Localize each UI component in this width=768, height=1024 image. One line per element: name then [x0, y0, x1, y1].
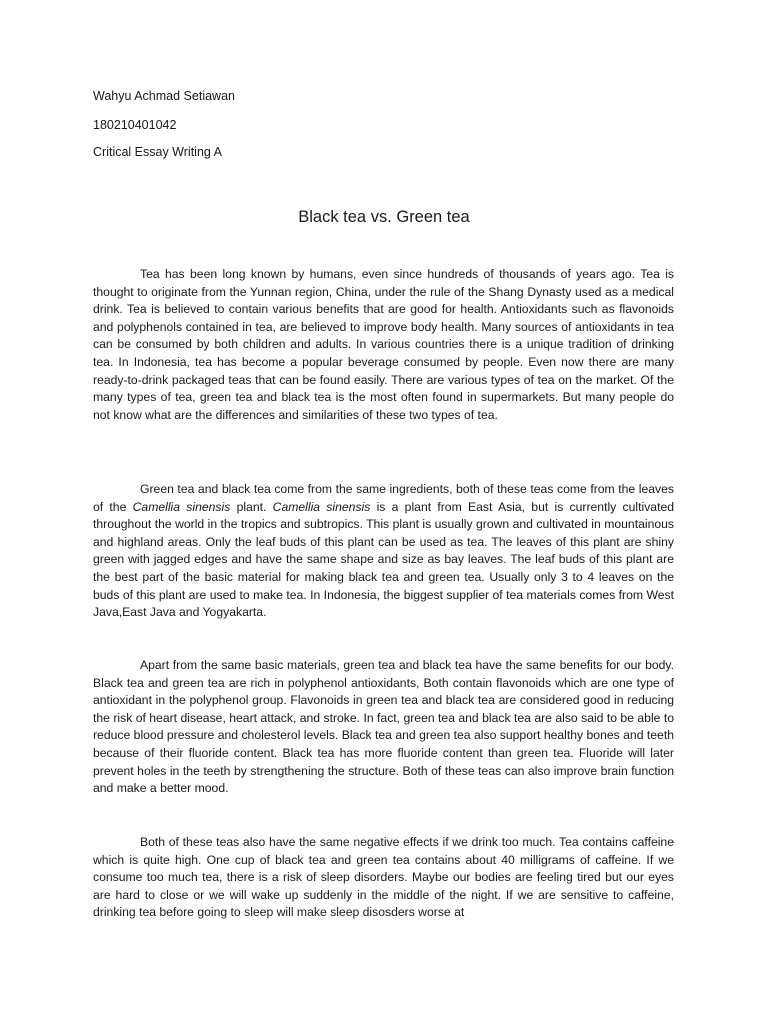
essay-title: Black tea vs. Green tea [298, 208, 470, 226]
paragraph-1-text: Tea has been long known by humans, even since hundreds of thousands of years ago. Tea is thought to originate from the Yunnan region, China, under the rule of the Shang Dynasty used as a medical drink. Tea is believed to contain various benefits that are good for health. Antioxidants such as flavonoids and polyphenols contained in tea, are believed to improve body health. Many sources of antioxidants in tea can be consumed by both children and adults. In various countries there is a unique tradition of drinking tea. In Indonesia, tea has become a popular beverage consumed by people. Even now there are many ready-to-drink packaged teas that can be found easily. There are various types of tea on the market. Of the many types of tea, green tea and black tea is the most often found in supermarkets. But many people do not know what are the differences and similarities of these two types of tea. [93, 267, 674, 422]
paragraph-2-text-b: plant. [230, 499, 273, 514]
paragraph-1 [93, 266, 674, 424]
paragraph-2-text-a: Green tea and black tea come from the same ingredients, both of these teas come from the leaves of the [93, 482, 674, 514]
paragraph-4 [93, 834, 674, 922]
species-name: Camellia sinensis [272, 499, 371, 514]
author-name: Wahyu Achmad Setiawan [93, 89, 235, 103]
course-name: Critical Essay Writing A [93, 145, 222, 159]
paragraph-2-text-c: is a plant from East Asia, but is currently cultivated throughout the world in the tropics and subtropics. This plant is usually grown and cultivated in mountainous and highland areas. Only the leaf buds of this plant can be used as tea. The leaves of this plant are shiny green with jagged edges and have the same shape and size as bay leaves. The leaf buds of this plant are the best part of the basic material for making black tea and green tea. Usually only 3 to 4 leaves on the buds of this plant are used to make tea. In Indonesia, the biggest supplier of tea materials comes from West Java,East Java and Yogyakarta. [93, 499, 675, 620]
paragraph-3-text: Apart from the same basic materials, green tea and black tea have the same benefits for our body. Black tea and green tea are rich in polyphenol antioxidants, Both contain flavonoids which are one type of antioxidant in the polyphenol group. Flavonoids in green tea and black tea are considered good in reducing the risk of heart disease, heart attack, and stroke. In fact, green tea and black tea are also said to be able to reduce blood pressure and cholesterol levels. Black tea and green tea also support healthy bones and teeth because of their fluoride content. Black tea has more fluoride content than green tea. Fluoride will later prevent holes in the teeth by strengthening the structure. Both of these teas can also improve brain function and make a better mood. [93, 658, 674, 796]
student-id: 180210401042 [93, 118, 177, 132]
paragraph-3 [93, 657, 674, 798]
paragraph-2 [93, 481, 674, 622]
paragraph-4-text: Both of these teas also have the same negative effects if we drink too much. Tea contains caffeine which is quite high. One cup of black tea and green tea contains about 40 milligrams of caffeine. If we consume too much tea, there is a risk of sleep disorders. Maybe our bodies are feeling tired but our eyes are hard to close or we will wake up suddenly in the middle of the night. If we are sensitive to caffeine, drinking tea before going to sleep will make sleep disosders worse at [93, 835, 674, 920]
species-name: Camellia sinensis [132, 499, 231, 514]
